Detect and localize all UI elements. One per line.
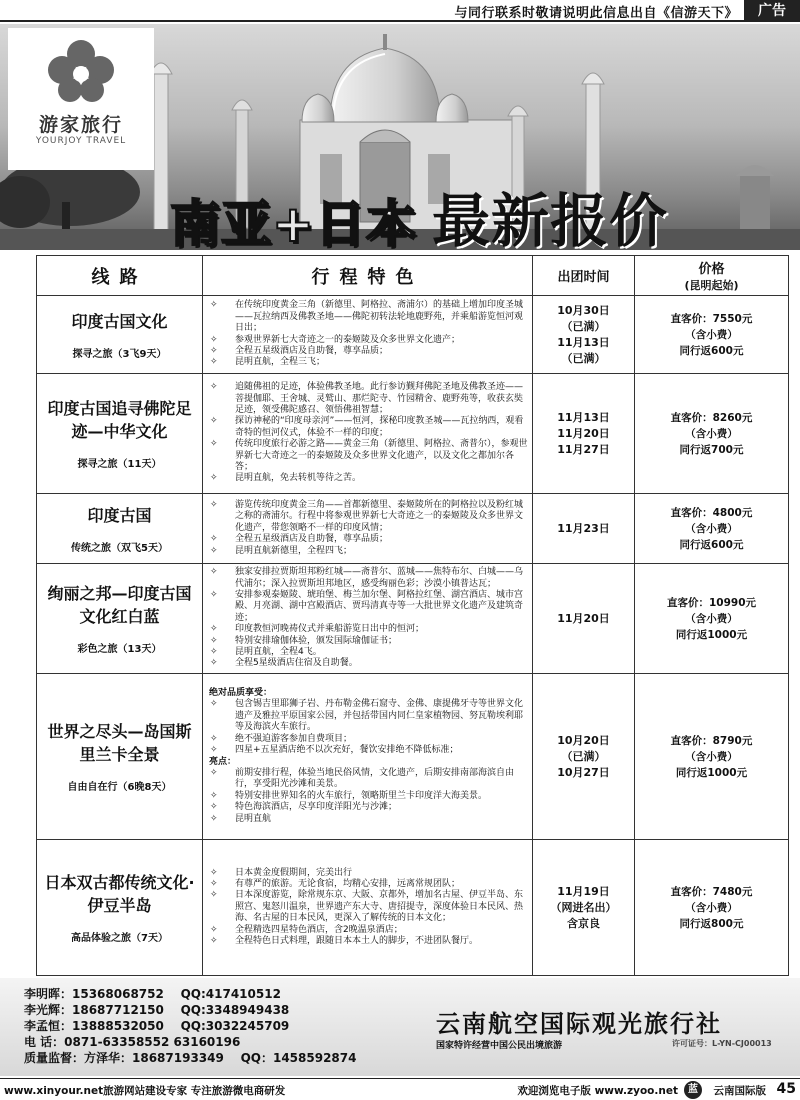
departure-date: 11月23日 [557, 521, 610, 535]
price-line: （含小费） [685, 522, 738, 535]
price-cell [635, 674, 789, 840]
feature-item: ✧ 特别安排瑜伽体验，颁发国际瑜伽证书； [207, 636, 528, 647]
route-name: 日本双古都传统文化·伊豆半岛 [44, 873, 195, 915]
price-line: （含小费） [685, 750, 738, 763]
contact-qq: QQ:3032245709 [180, 1019, 290, 1033]
bottom-left-text: www.xinyour.net旅游网站建设专家 专注旅游微电商研发 [4, 1085, 286, 1097]
hero-banner [0, 24, 800, 250]
contact-qq: QQ：1458592874 [240, 1051, 357, 1065]
price-line: 同行返800元 [679, 917, 744, 930]
price-line: （含小费） [685, 427, 738, 440]
feature-item: ✧ 昆明直航，免去转机等待之苦。 [207, 473, 528, 484]
table-row [37, 564, 789, 674]
price-cell [635, 374, 789, 494]
agency-subtitle: 国家特许经营中国公民出境旅游 [436, 1041, 563, 1051]
contact-phone: 李明晖：15368068752 [24, 987, 164, 1001]
price-line: 同行返1000元 [675, 766, 748, 779]
logo [8, 28, 154, 170]
feature-item: ✧ 参观世界新七大奇迹之一的泰姬陵及众多世界文化遗产； [207, 335, 528, 346]
feature-item: ✧ 独家安排拉贾斯坦邦粉红城——斋普尔、蓝城——焦特布尔、白城——乌代浦尔；深入拉贾斯坦邦地区，感受绚丽色彩；沙漠小镇普达瓦； [207, 567, 528, 590]
contact-row [24, 1018, 356, 1034]
departure-date: （网进名出） [550, 900, 617, 914]
departure-date: （已满） [561, 749, 606, 763]
headline-destination: 南亚+日本 [170, 195, 417, 250]
departure-date: （已满） [561, 319, 606, 333]
ad-tag: 广告 [744, 0, 800, 22]
feature-item: ✧ 全程特色日式料理，跟随日本本土人的脚步，不进团队餐厅。 [207, 936, 528, 947]
price-line: 同行返600元 [679, 344, 744, 357]
departure-date: 11月27日 [557, 442, 610, 456]
route-name: 世界之尽头—岛国斯里兰卡全景 [47, 722, 192, 764]
route-name: 印度古国 [87, 505, 152, 525]
header-route: 线路 [37, 256, 203, 296]
features-cell [203, 296, 533, 374]
table-row [37, 674, 789, 840]
feature-item: ✧ 传统印度旅行必游之路——黄金三角（新德里、阿格拉、斋普尔），参观世界新七大奇迹之一的泰姬陵及众多世界文化遗产，以及文化之都加尔各答； [207, 439, 528, 473]
header-features: 行程特色 [203, 256, 533, 296]
departure-date: （已满） [561, 351, 606, 365]
feature-item: ✧ 昆明直航新德里，全程四飞； [207, 546, 528, 557]
feature-item: 绝对品质享受： [209, 688, 273, 699]
feature-item: ✧ 日本深度游览，除常规东京、大阪、京都外，增加名古屋、伊豆半岛、东照宫、鬼怒川温泉，世界遗产东大寺、唐招提寺，深度体验日本民风、热海、名古屋的日本民风，更深入了解传统的日本文化； [207, 890, 528, 924]
feature-item: ✧ 游览传统印度黄金三角——首都新德里、泰姬陵所在的阿格拉以及粉红城之称的斋浦尔。行程中将参观世界新七大奇迹之一的泰姬陵及众多世界文化遗产，带您领略不一样的印度风情； [207, 500, 528, 534]
contact-phone: 李光辉：18687712150 [24, 1003, 164, 1017]
feature-item: ✧ 四星+五星酒店绝不以次充好，餐饮安排绝不降低标准； [207, 745, 528, 756]
route-subtitle: 自由自在行（6晚8天） [67, 782, 172, 793]
logo-name: 游家旅行 [38, 114, 123, 136]
features-cell [203, 564, 533, 674]
headline [170, 174, 668, 250]
price-line: 同行返700元 [679, 443, 744, 456]
price-line: 直客价：4800元 [670, 506, 753, 519]
price-line: 直客价：10990元 [666, 596, 757, 609]
route-cell [37, 374, 203, 494]
price-line: 直客价：8260元 [670, 411, 753, 424]
contact-row [24, 1002, 356, 1018]
route-cell [37, 674, 203, 840]
feature-item: ✧ 特别安排世界知名的火车旅行，领略斯里兰卡印度洋大海美景。 [207, 791, 528, 802]
page-number: 45 [776, 1081, 796, 1097]
contact-row [24, 1050, 356, 1066]
feature-item: ✧ 在传统印度黄金三角（新德里、阿格拉、斋浦尔）的基础上增加印度圣城——瓦拉纳西及佛教圣地——佛陀初转法轮地鹿野苑，并乘船游览恒河观日出； [207, 300, 528, 334]
header-price-label: 价格 [698, 262, 725, 277]
route-cell [37, 494, 203, 564]
feature-item: ✧ 特色海滨酒店，尽享印度洋阳光与沙滩； [207, 802, 528, 813]
route-name: 印度古国文化 [71, 311, 168, 331]
route-name: 印度古国追寻佛陀足迹—中华文化 [47, 399, 192, 441]
feature-item: ✧ 印度教恒河晚祷仪式并乘船游览日出中的恒河； [207, 624, 528, 635]
departure-date: 11月20日 [557, 611, 610, 625]
feature-item: ✧ 全程五星级酒店及自助餐，尊享品质； [207, 534, 528, 545]
price-line: 同行返1000元 [675, 628, 748, 641]
table-header-row [37, 256, 789, 296]
bottom-right-text: 欢迎浏览电子版 www.zyoo.net [517, 1085, 678, 1097]
date-cell [533, 564, 635, 674]
features-cell [203, 840, 533, 976]
features-cell [203, 374, 533, 494]
price-line: 直客价：7550元 [670, 312, 753, 325]
contact-phone: 李孟恒：13888532050 [24, 1019, 164, 1033]
license-number: 许可证号：L-YN-CJ00013 [672, 1039, 772, 1048]
headline-latest-price: 最新报价 [432, 187, 669, 250]
departure-date: 11月13日 [557, 335, 610, 349]
feature-item: ✧ 全程精选四星特色酒店，含2晚温泉酒店； [207, 925, 528, 936]
footer [0, 978, 800, 1076]
departure-date: 10月27日 [557, 765, 610, 779]
route-subtitle: 探寻之旅（11天） [77, 459, 162, 470]
price-line: 直客价：7480元 [670, 885, 753, 898]
price-cell [635, 296, 789, 374]
price-line: 直客价：8790元 [670, 734, 753, 747]
departure-date: 11月13日 [557, 410, 610, 424]
feature-item: 亮点： [209, 756, 237, 767]
table-row [37, 494, 789, 564]
contact-row [24, 1034, 356, 1050]
top-notice: 与同行联系时敬请说明此信息出自《信游天下》 [454, 6, 738, 21]
price-line: （含小费） [685, 612, 738, 625]
feature-item: ✧ 包含锡吉里耶狮子岩、丹布勒金佛石窟寺、金佛、康提佛牙寺等世界文化遗产及雅拉平原国家公园，并包括带国内同仁皇家植物园、努瓦勒埃利耶等及海滨火车旅行。 [207, 699, 528, 733]
edition-badge: 蓝 [684, 1081, 702, 1099]
date-cell [533, 674, 635, 840]
route-cell [37, 296, 203, 374]
route-subtitle: 传统之旅（双飞5天） [71, 542, 168, 554]
route-cell [37, 840, 203, 976]
top-notice-bar [0, 0, 800, 22]
agency-name: 云南航空国际观光旅行社 [436, 1010, 722, 1038]
date-cell [533, 374, 635, 494]
date-cell [533, 840, 635, 976]
feature-item: ✧ 日本黄金度假期间，完美出行 [207, 868, 528, 879]
feature-item: ✧ 全程5星级酒店住宿及自助餐。 [207, 658, 528, 669]
contact-list [24, 986, 356, 1066]
features-cell [203, 674, 533, 840]
contact-phone: 电 话：0871-63358552 63160196 [24, 1035, 241, 1049]
bottom-bar [0, 1078, 800, 1100]
header-price-sub: (昆明起始) [684, 279, 739, 292]
table-row [37, 840, 789, 976]
header-date: 出团时间 [533, 256, 635, 296]
table-row [37, 374, 789, 494]
feature-item: ✧ 探访神秘的“印度母亲河”——恒河，探秘印度教圣城——瓦拉纳西，观看奇特的恒河仪式，体验不一样的印度； [207, 416, 528, 439]
departure-date: 含京良 [567, 916, 600, 930]
logo-english: YOURJOY TRAVEL [35, 136, 127, 146]
feature-item: ✧ 绝不强迫游客参加自费项目； [207, 734, 528, 745]
header-price [635, 256, 789, 296]
contact-row [24, 986, 356, 1002]
feature-item: ✧ 有尊严的旅游。无论食宿，均精心安排，远离常规团队； [207, 879, 528, 890]
departure-date: 11月20日 [557, 426, 610, 440]
route-subtitle: 高品体验之旅（7天） [71, 933, 168, 944]
contact-qq: QQ:3348949438 [180, 1003, 290, 1017]
date-cell [533, 494, 635, 564]
price-table [36, 255, 789, 976]
route-name: 绚丽之邦—印度古国文化红白蓝 [47, 584, 192, 626]
route-cell [37, 564, 203, 674]
date-cell [533, 296, 635, 374]
feature-item: ✧ 昆明直航 [207, 814, 528, 825]
price-line: （含小费） [685, 901, 738, 914]
price-line: （含小费） [685, 328, 738, 341]
price-line: 同行返600元 [679, 538, 744, 551]
feature-item: ✧ 前期安排行程，体验当地民俗风情，文化遗产，后期安排南部海滨自由行，享受阳光沙滩和美景。 [207, 768, 528, 791]
table-row [37, 296, 789, 374]
flower-logo-icon [8, 28, 154, 110]
price-cell [635, 564, 789, 674]
contact-qq: QQ:417410512 [180, 987, 281, 1001]
contact-phone: 质量监督：方泽华：18687193349 [24, 1051, 224, 1065]
departure-date: 11月19日 [557, 884, 610, 898]
edition-name: 云南国际版 [713, 1085, 766, 1097]
feature-item: ✧ 全程五星级酒店及自助餐，尊享品质； [207, 346, 528, 357]
feature-item: ✧ 昆明直航，全程三飞； [207, 357, 528, 368]
departure-date: 10月20日 [557, 733, 610, 747]
feature-item: ✧ 安排参观泰姬陵、琥珀堡、梅兰加尔堡、阿格拉红堡、湖宫酒店、城市宫殿、月亮湖、湖中宫殿酒店、贾玛清真寺等一大批世界文化遗产及建筑奇迹； [207, 590, 528, 624]
features-cell [203, 494, 533, 564]
feature-item: ✧ 追随佛祖的足迹，体验佛教圣地。此行参访觐拜佛陀圣地及佛教圣迹——菩提伽耶、王舍城、灵鹫山、那烂陀寺、竹园精舍、鹿野苑等，收获玄奘足迹，领受佛陀感召、领悟佛祖智慧； [207, 382, 528, 416]
price-cell [635, 494, 789, 564]
route-subtitle: 探寻之旅（3飞9天） [72, 348, 167, 360]
feature-item: ✧ 昆明直航，全程4飞。 [207, 647, 528, 658]
route-subtitle: 彩色之旅（13天） [77, 644, 162, 655]
price-cell [635, 840, 789, 976]
departure-date: 10月30日 [557, 303, 610, 317]
